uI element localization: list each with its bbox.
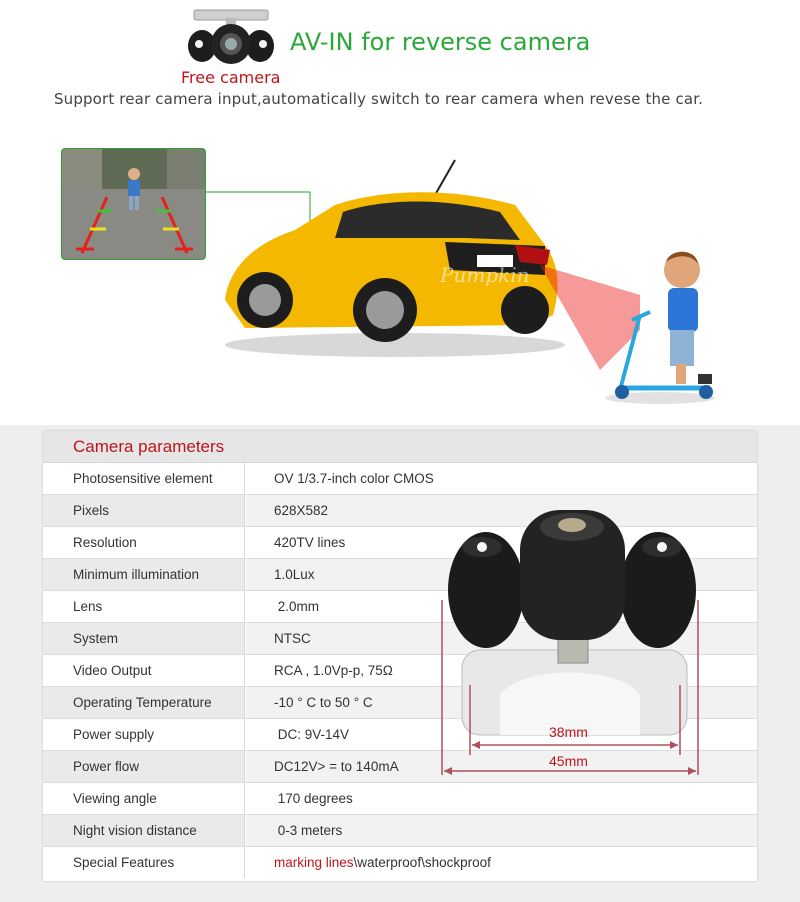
param-value: RCA , 1.0Vp-p, 75Ω [274,663,393,678]
param-name: Resolution [73,535,137,550]
table-row [43,783,757,815]
promo-section [0,0,800,425]
param-value: DC12V> = to 140mA [274,759,399,774]
param-name: Pixels [73,503,110,518]
param-value: 170 degrees [274,791,353,806]
param-value: OV 1/3.7-inch color CMOS [274,471,434,486]
param-value: -10 ° C to 50 ° C [274,695,373,710]
param-name: Special Features [73,855,175,870]
kid-on-scooter-image [500,240,725,410]
table-header [43,431,757,463]
param-value [274,855,491,870]
table-title: Camera parameters [73,437,225,456]
param-name: Viewing angle [73,791,157,806]
feature-description: Support rear camera input,automatically switch to rear camera when revese the car. [54,90,704,108]
param-name: Video Output [73,663,152,678]
param-name: Operating Temperature [73,695,212,710]
param-value: 420TV lines [274,535,346,550]
table-row [43,463,757,495]
param-name: Power flow [73,759,140,774]
param-name: Power supply [73,727,155,742]
param-name: Minimum illumination [73,567,200,582]
param-value: 0-3 meters [274,823,343,838]
outer-width-label: 45mm [549,753,588,769]
param-name: System [73,631,119,646]
camera-product-photo [440,505,700,785]
param-name: Lens [73,599,103,614]
param-value: NTSC [274,631,311,646]
page-title: AV-IN for reverse camera [290,28,591,56]
features-rest: \waterproof\shockproof [353,855,491,870]
car-watermark: Pumpkin [440,263,530,287]
param-value: 2.0mm [274,599,320,614]
marking-lines-highlight: marking lines [274,855,354,870]
free-camera-label: Free camera [181,68,281,87]
table-row [43,847,757,879]
param-value: 1.0Lux [274,567,315,582]
param-value: DC: 9V-14V [274,727,350,742]
param-value: 628X582 [274,503,329,518]
inner-width-label: 38mm [549,724,588,740]
param-name: Night vision distance [73,823,197,838]
rear-view-screen-image [61,148,206,260]
param-name: Photosensitive element [73,471,213,486]
table-row [43,815,757,847]
